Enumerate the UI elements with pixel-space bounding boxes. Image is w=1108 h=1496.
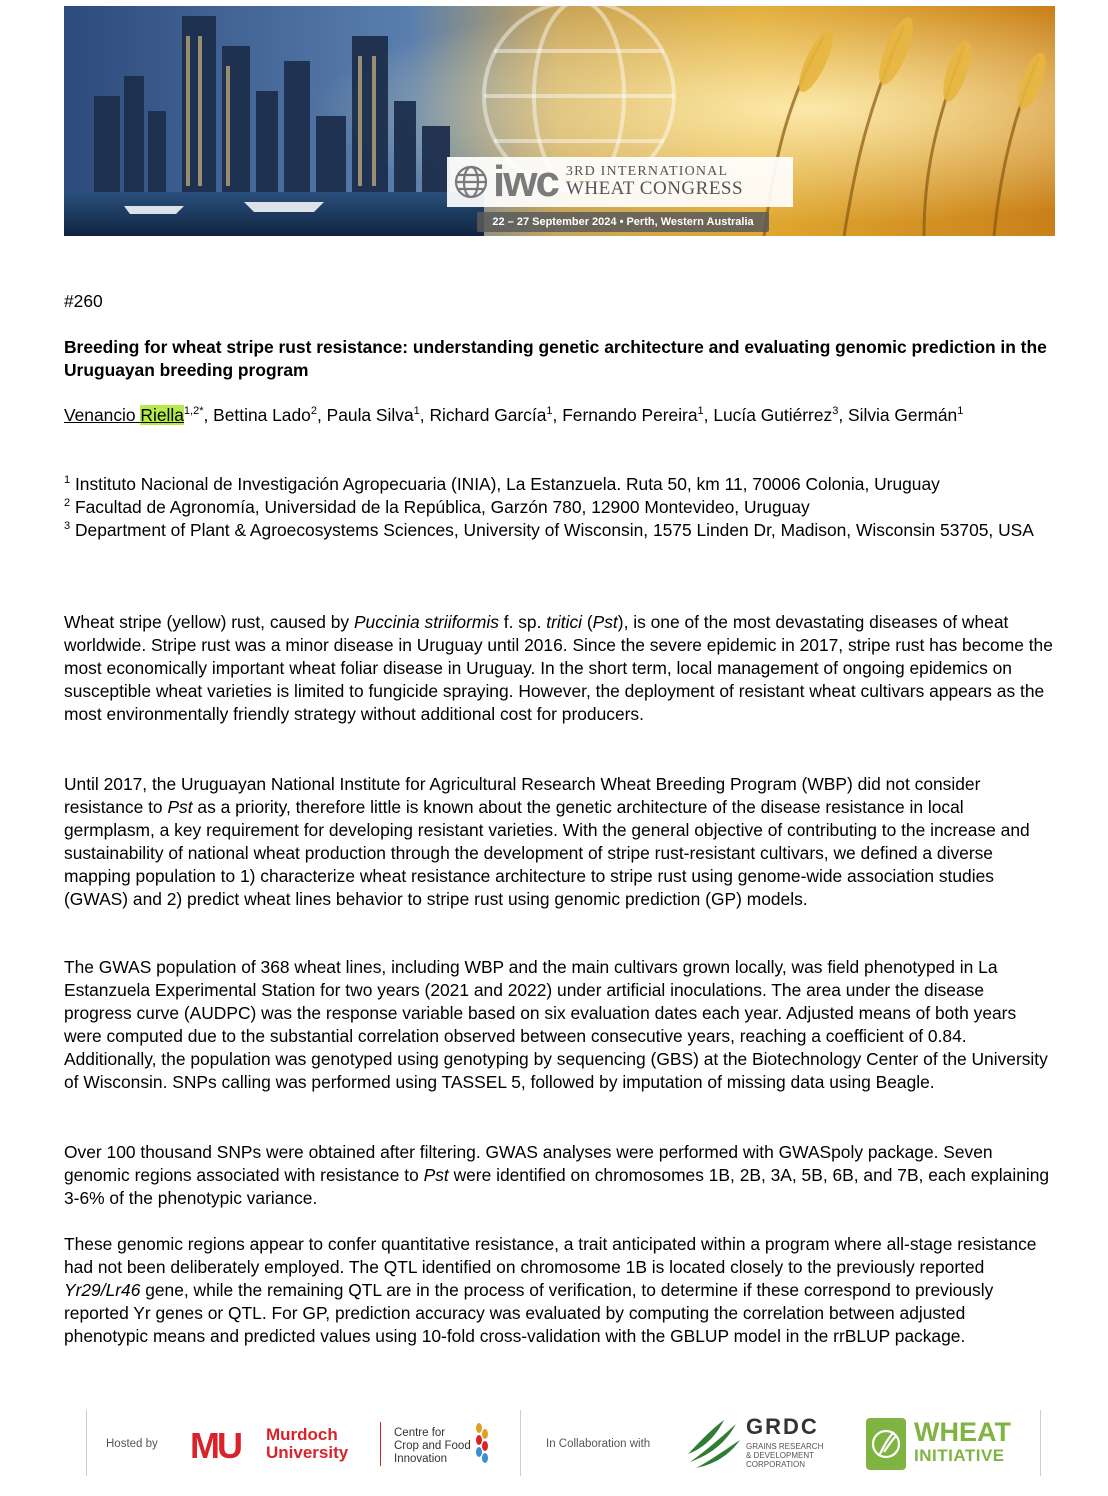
author-2-sup: 2 <box>310 405 317 418</box>
affiliation-2 <box>64 496 1054 519</box>
congress-name <box>566 165 743 200</box>
author-list: Venancio Riella$^{1,2*}$, Bettina Lado$^2$, Paula Silva$^1$, Richard García$^1$, Fernando Pereira$^1$, Lucía Gutiérrez$^3$, Silvia Germán$^1$ <box>64 405 964 425</box>
affiliation-1-text: Instituto Nacional de Investigación Agropecuaria (INIA), La Estanzuela. Ruta 50, km 11, 70006 Colonia, Uruguay <box>74 474 940 494</box>
author-4-sup: 1 <box>546 405 553 418</box>
abstract-number: #260 <box>64 291 103 311</box>
paragraph-3: The GWAS population of 368 wheat lines, including WBP and the main cultivars grown locally, was field phenotyped in La Estanzuela Experimental Station for two years (2021 and 2022) under artificial inoculations. The area under the disease progress curve (AUDPC) was the response variable based on six evaluation dates each year. Adjusted means of both years were computed due to the substantial correlation observed between consecutive years, reaching a coefficient of 0.84. Additionally, the population was genotyped using genotyping by sequencing (GBS) at the Biotechnology Center of the University of Wisconsin. SNPs calling was performed using TASSEL 5, followed by imputation of missing data using Beagle. <box>64 957 1048 1092</box>
affiliation-1-num: 1 <box>64 474 71 487</box>
congress-name-line2: WHEAT CONGRESS <box>565 178 744 200</box>
author-2: Bettina Lado <box>213 405 311 425</box>
author-7: Silvia Germán <box>848 405 958 425</box>
grdc-line1: GRAINS RESEARCH <box>746 1442 824 1451</box>
p2-italic-1: Pst <box>167 797 193 817</box>
ccfi-line3: Innovation <box>394 1453 448 1465</box>
collaboration-label: In Collaboration with <box>546 1438 651 1450</box>
author-7-sup: 1 <box>957 405 964 418</box>
ccfi-line2: Crop and Food <box>394 1440 471 1452</box>
affiliation-1 <box>64 473 1054 496</box>
grdc-line3: CORPORATION <box>746 1460 805 1469</box>
abstract-title: Breeding for wheat stripe rust resistance: understanding genetic architecture and evaluating genomic prediction in the Uruguayan breeding program <box>64 337 1047 380</box>
p4-italic-1: Pst <box>423 1165 449 1185</box>
p2-text-b: as a priority, therefore little is known about the genetic architecture of the disease resistance in local germplasm, a key requirement for developing resistant varieties. With the general objective of contributing to the increase and sustainability of national wheat production through the development of stripe rust-resistant cultivars, we defined a diverse mapping population to 1) characterize wheat resistance architecture to stripe rust using genome-wide association studies (GWAS) and 2) predict wheat lines behavior to stripe rust using genomic prediction (GP) models. <box>64 797 1030 909</box>
footer-divider <box>86 1410 87 1476</box>
congress-name-line1: 3RD INTERNATIONAL <box>565 163 729 179</box>
p4-text-a: Over 100 thousand SNPs were obtained after filtering. GWAS analyses were performed with GWASpoly package. Seven genomic regions associated with resistance to <box>64 1142 993 1185</box>
globe-icon <box>453 164 489 200</box>
wheat-initiative-line2: INITIATIVE <box>914 1446 1005 1465</box>
murdoch-line2: University <box>266 1443 349 1462</box>
p5-text-b: gene, while the remaining QTL are in the process of verification, to determine if these correspond to previously reported Yr genes or QTL. For GP, prediction accuracy was evaluated by computing the correlation between adjusted phenotypic means and predicted values using 10-fold cross-validation with the GBLUP model in the rrBLUP package. <box>64 1280 994 1346</box>
p2-text-a: Until 2017, the Uruguayan National Institute for Agricultural Research Wheat Breeding Program (WBP) did not consider resistance to <box>64 774 981 817</box>
wheat-ear-icon <box>474 1422 490 1468</box>
author-3: Paula Silva <box>326 405 414 425</box>
affiliation-2-text: Facultad de Agronomía, Universidad de la República, Garzón 780, 12900 Montevideo, Uruguay <box>74 497 810 517</box>
author-4: Richard García <box>429 405 547 425</box>
paragraph-5 <box>64 1233 1054 1348</box>
ccfi-separator <box>380 1422 381 1466</box>
grdc-leaf-icon <box>686 1418 742 1470</box>
author-6: Lucía Gutiérrez <box>713 405 833 425</box>
affiliation-2-num: 2 <box>64 497 71 510</box>
p4-text-b: were identified on chromosomes 1B, 2B, 3A, 5B, 6B, and 7B, each explaining 3-6% of the phenotypic variance. <box>64 1165 1050 1208</box>
murdoch-logo-mark: MU <box>190 1425 240 1466</box>
affiliation-3 <box>64 519 1054 542</box>
iwc-logo-mark: iwc <box>493 157 558 206</box>
conference-banner <box>64 6 1055 236</box>
author-1-last: Riella <box>140 405 184 425</box>
sponsor-footer <box>86 1410 1041 1476</box>
ccfi-line1: Centre for <box>394 1427 446 1439</box>
ccfi-logo-text <box>394 1427 471 1466</box>
author-5-sup: 1 <box>697 405 704 418</box>
author-1-first: Venancio <box>64 405 136 425</box>
iwc-logo <box>447 157 793 207</box>
author-1-sup: 1,2* <box>183 405 204 418</box>
wheat-initiative-logo-text <box>914 1417 1011 1468</box>
p1-text-d: ), is one of the most devastating diseases of wheat worldwide. Stripe rust was a minor disease in Uruguay until 2016. Since the severe epidemic in 2017, stripe rust has become the most economically important wheat foliar disease in Uruguay. In the short term, local management of ongoing epidemics on susceptible wheat varieties is limited to fungicide spraying. However, the deployment of resistant wheat cultivars appears as the most environmentally friendly strategy without additional cost for producers. <box>64 612 1053 724</box>
paragraph-2 <box>64 773 1054 911</box>
footer-divider <box>1040 1410 1041 1476</box>
affiliation-3-text: Department of Plant & Agroecosystems Sciences, University of Wisconsin, 1575 Linden Dr, Madison, Wisconsin 53705, USA <box>74 520 1034 540</box>
affiliation-list <box>64 473 1054 542</box>
p1-italic-1: Puccinia striiformis <box>353 612 499 632</box>
p1-italic-2: tritici <box>546 612 583 632</box>
wheat-initiative-line1: WHEAT <box>914 1417 1011 1447</box>
paragraph-4 <box>64 1141 1054 1210</box>
murdoch-logo-name <box>266 1426 348 1462</box>
p5-italic-1: Yr29/Lr46 <box>64 1280 141 1300</box>
grdc-subtitle <box>746 1442 823 1469</box>
p1-text-a: Wheat stripe (yellow) rust, caused by <box>64 612 354 632</box>
p1-text-b: f. sp. <box>498 612 547 632</box>
paragraph-1 <box>64 611 1054 726</box>
hosted-by-label: Hosted by <box>106 1438 158 1450</box>
grdc-line2: & DEVELOPMENT <box>746 1451 815 1460</box>
footer-divider <box>520 1410 521 1476</box>
grdc-logo-mark: GRDC <box>746 1414 819 1439</box>
p1-italic-3: Pst <box>592 612 618 632</box>
author-3-sup: 1 <box>413 405 420 418</box>
wheat-initiative-icon <box>866 1418 906 1470</box>
p1-text-c: ( <box>582 612 593 632</box>
author-5: Fernando Pereira <box>562 405 698 425</box>
congress-dates: 22 – 27 September 2024 • Perth, Western Australia <box>477 212 769 232</box>
murdoch-line1: Murdoch <box>266 1425 338 1444</box>
affiliation-3-num: 3 <box>64 520 71 533</box>
author-6-sup: 3 <box>832 405 839 418</box>
p5-text-a: These genomic regions appear to confer quantitative resistance, a trait anticipated within a program where all-stage resistance had not been deliberately employed. The QTL identified on chromosome 1B is located closely to the previously reported <box>64 1234 1037 1277</box>
